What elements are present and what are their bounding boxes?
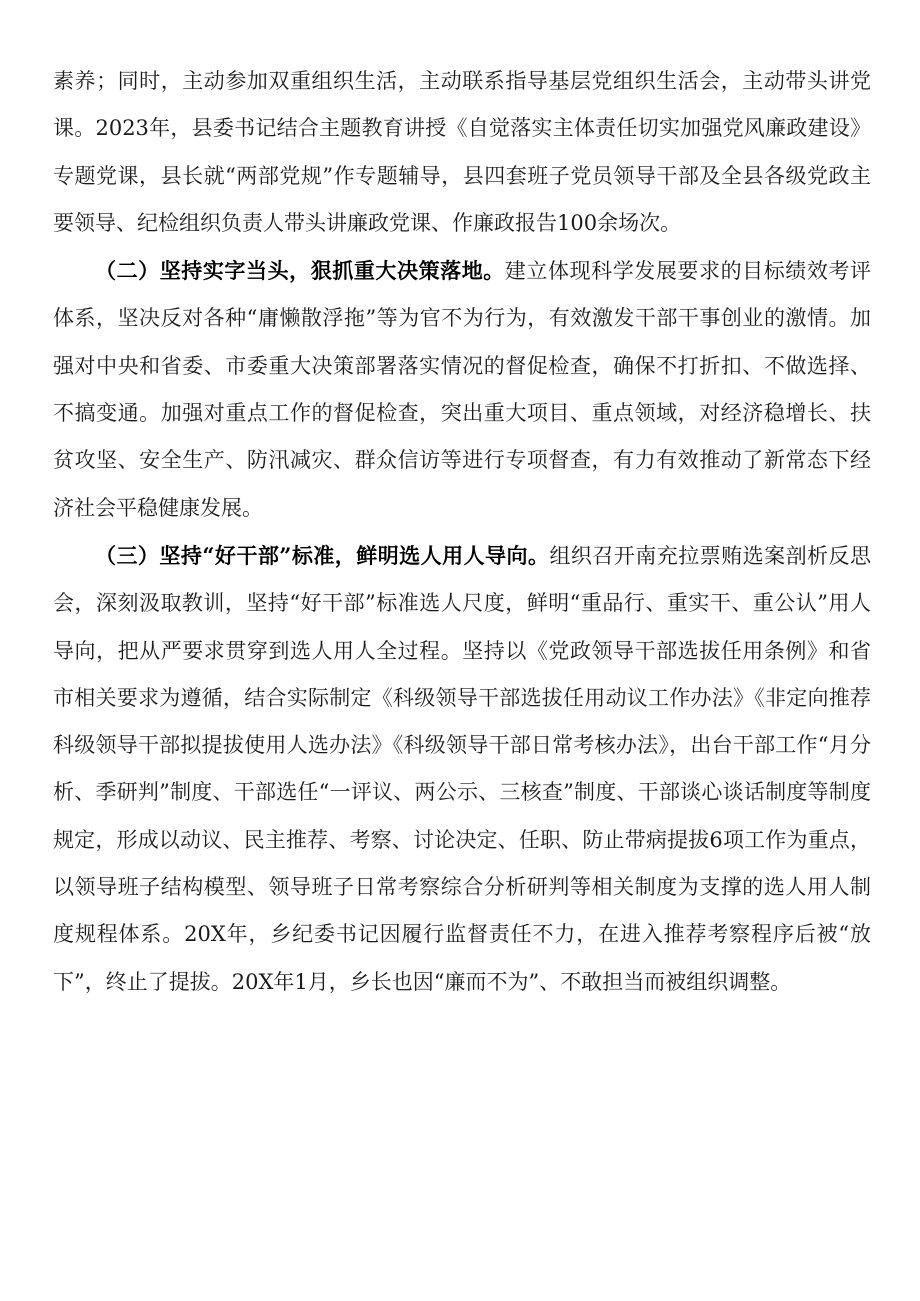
document-page bbox=[53, 58, 871, 1006]
section-three-heading: （三）坚持“好干部”标准，鲜明选人用人导向。 bbox=[95, 542, 550, 568]
section-two-body: 建立体现科学发展要求的目标绩效考评体系，坚决反对各种“庸懒散浮拖”等为官不为行为，有效激发干部干事创业的激情。加强对中央和省委、市委重大决策部署落实情况的督促检查，确保不打折扣、不做选择、不搞变通。加强对重点工作的督促检查，突出重大项目、重点领域，对经济稳增长、扶贫攻坚、安全生产、防汛减灾、群众信访等进行专项督查，有力有效推动了新常态下经济社会平稳健康发展。 bbox=[53, 259, 872, 520]
section-three-paragraph bbox=[53, 532, 871, 1006]
paragraph-text: 素养；同时，主动参加双重组织生活，主动联系指导基层党组织生活会，主动带头讲党课。2023年，县委书记结合主题教育讲授《自觉落实主体责任切实加强党风廉政建设》专题党课，县长就“两部党规”作专题辅导，县四套班子党员领导干部及全县各级党政主要领导、纪检组织负责人带头讲廉政党课、作廉政报告100余场次。 bbox=[53, 69, 871, 235]
section-three-body: 组织召开南充拉票贿选案剖析反思会，深刻汲取教训，坚持“好干部”标准选人尺度，鲜明“重品行、重实干、重公认”用人导向，把从严要求贯穿到选人用人全过程。坚持以《党政领导干部选拔任用条例》和省市相关要求为遵循，结合实际制定《科级领导干部选拔任用动议工作办法》《非定向推荐科级领导干部拟提拔使用人选办法》《科级领导干部日常考核办法》，出台干部工作“月分析、季研判”制度、干部选任“一评议、两公示、三核查”制度、干部谈心谈话制度等制度规定，形成以动议、民主推荐、考察、讨论决定、任职、防止带病提拔6项工作为重点，以领导班子结构模型、领导班子日常考察综合分析研判等相关制度为支撑的选人用人制度规程体系。20X年，乡纪委书记因履行监督责任不力，在进入推荐考察程序后被“放下”，终止了提拔。20X年1月，乡长也因“廉而不为”、不敢担当而被组织调整。 bbox=[53, 543, 871, 994]
paragraph-continuation bbox=[53, 58, 871, 247]
section-two-heading: （二）坚持实字当头，狠抓重大决策落地。 bbox=[95, 258, 505, 284]
section-two-paragraph bbox=[53, 247, 871, 532]
